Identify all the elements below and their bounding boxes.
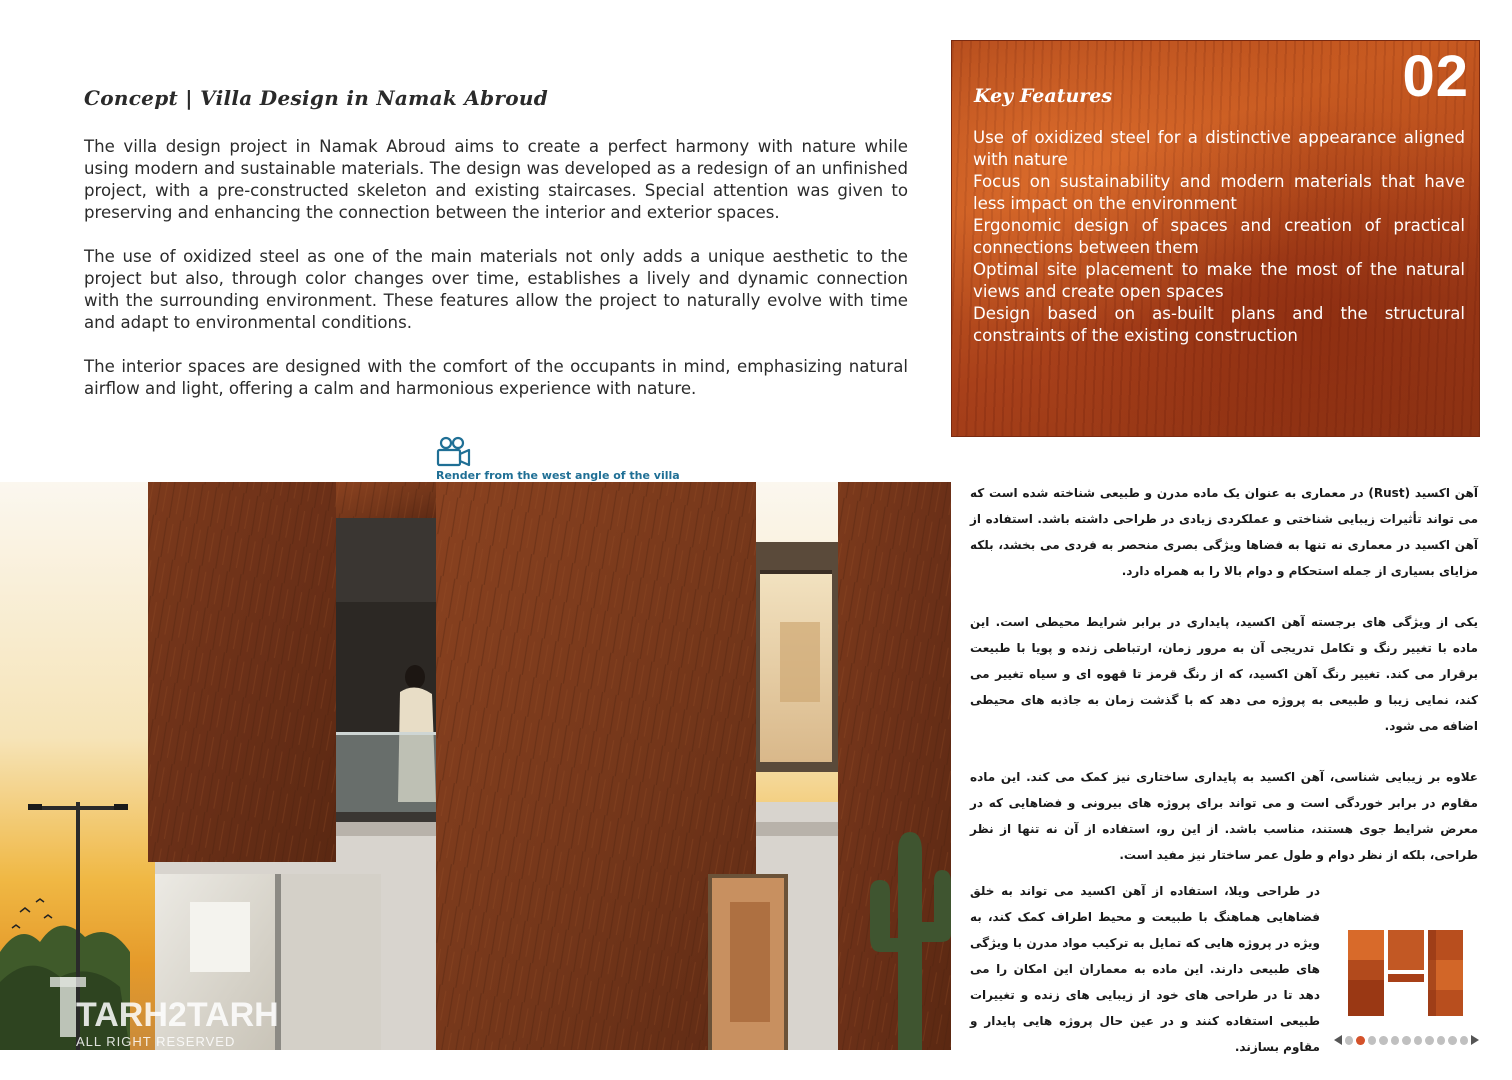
page-number: 02 xyxy=(1402,44,1469,109)
villa-render xyxy=(0,482,951,1050)
page-dot[interactable] xyxy=(1460,1036,1468,1045)
key-features-list xyxy=(973,127,1465,347)
page-dot[interactable] xyxy=(1391,1036,1399,1045)
concept-title: Concept | Villa Design in Namak Abroud xyxy=(84,86,549,110)
render-caption-text: Render from the west angle of the villa xyxy=(436,469,680,482)
render-caption xyxy=(436,436,680,482)
key-features-title: Key Features xyxy=(974,85,1113,107)
feature-item: Focus on sustainability and modern materials that have less impact on the environment xyxy=(973,172,1465,213)
villa-render-illustration xyxy=(0,482,951,1050)
page-dot[interactable] xyxy=(1368,1036,1376,1045)
persian-paragraph-1: آهن اکسید (Rust) در معماری به عنوان یک ماده مدرن و طبیعی شناخته شده است که می تواند تأثیرات زیبایی شناختی و عملکردی زیادی در طراحی داشته باشد. استفاده از آهن اکسید در معماری نه تنها به فضاها ویژگی بصری منحصر به فردی می بخشد، بلکه مزایای بسیاری از جمله استحکام و دوام بالا را به همراه دارد. xyxy=(970,486,1478,578)
persian-paragraph-3: علاوه بر زیبایی شناسی، آهن اکسید به پایداری ساختاری نیز کمک می کند. این ماده مقاوم در برابر خوردگی است و می تواند برای پروژه های بیرونی و فضاهایی که در معرض شرایط جوی هستند، مناسب باشد. از این رو، استفاده از آن نه تنها از نظر طراحی، بلکه از نظر دوام و طول عمر ساختار نیز مفید است. xyxy=(970,770,1478,862)
persian-paragraph-4: در طراحی ویلا، استفاده از آهن اکسید می تواند به خلق فضاهایی هماهنگ با طبیعت و محیط اطراف کمک کند، به ویژه در پروژه هایی که تمایل به ترکیب مواد مدرن با ویژگی های طبیعی دارند. این ماده به معماران این امکان را می دهد تا در طراحی های خود از زیبایی های زنده و تغییرات طبیعی استفاده کنند و در عین حال پروژه هایی پایدار و مقاوم بسازند. xyxy=(970,884,1320,1054)
concept-paragraph-3: The interior spaces are designed with the comfort of the occupants in mind, emphasizing natural airflow and light, offering a calm and harmonious experience with nature. xyxy=(84,357,908,398)
concept-body xyxy=(84,136,908,422)
page-dot-active[interactable] xyxy=(1356,1036,1364,1045)
page-dot[interactable] xyxy=(1437,1036,1445,1045)
rust-texture-thumbnail xyxy=(1348,930,1463,1016)
video-camera-icon xyxy=(436,436,472,468)
persian-article xyxy=(970,480,1478,893)
concept-paragraph-2: The use of oxidized steel as one of the main materials not only adds a unique aesthetic to the project but also, through color changes over time, establishes a lively and dynamic connection with the surrounding environment. These features allow the project to naturally evolve with time and adapt to environmental conditions. xyxy=(84,247,908,332)
page-indicator xyxy=(1334,1033,1479,1047)
watermark-rights: ALL RIGHT RESERVED xyxy=(76,1034,236,1049)
next-page-icon[interactable] xyxy=(1471,1035,1479,1045)
feature-item: Design based on as-built plans and the structural constraints of the existing construction xyxy=(973,304,1465,345)
concept-paragraph-1: The villa design project in Namak Abroud aims to create a perfect harmony with nature while using modern and sustainable materials. The design was developed as a redesign of an unfinished project, with a pre-constructed skeleton and existing staircases. Special attention was given to preserving and enhancing the connection between the interior and exterior spaces. xyxy=(84,137,908,222)
page-dot[interactable] xyxy=(1379,1036,1387,1045)
feature-item: Ergonomic design of spaces and creation of practical connections between them xyxy=(973,216,1465,257)
persian-paragraph-2: یکی از ویژگی های برجسته آهن اکسید، پایداری در برابر شرایط محیطی است. این ماده با تغییر رنگ و تکامل تدریجی آن به مرور زمان، ارتباطی زنده و پویا با طبیعت برقرار می کند. تغییر رنگ آهن اکسید، که از رنگ قرمز تا قهوه ای و سیاه تغییر می کند، نمایی زیبا و طبیعی به پروژه می دهد که با گذشت زمان به جاذبه های محیطی اضافه می شود. xyxy=(970,615,1478,733)
feature-item: Use of oxidized steel for a distinctive appearance aligned with nature xyxy=(973,128,1465,169)
page-dot[interactable] xyxy=(1448,1036,1456,1045)
watermark-brand: TARH2TARH xyxy=(76,996,279,1034)
previous-page-icon[interactable] xyxy=(1334,1035,1342,1045)
page-dot[interactable] xyxy=(1345,1036,1353,1045)
feature-item: Optimal site placement to make the most of the natural views and create open spaces xyxy=(973,260,1465,301)
page-dot[interactable] xyxy=(1402,1036,1410,1045)
key-features-panel xyxy=(951,40,1480,437)
page-dot[interactable] xyxy=(1414,1036,1422,1045)
page-dot[interactable] xyxy=(1425,1036,1433,1045)
